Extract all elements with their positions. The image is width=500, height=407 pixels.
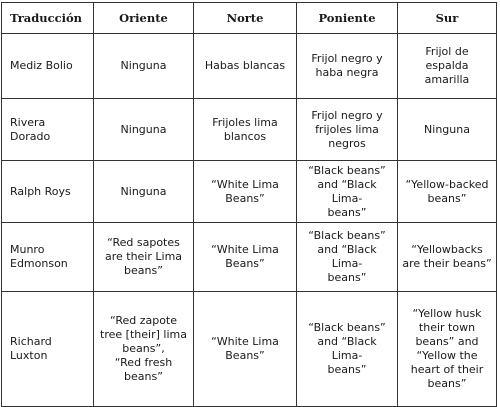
table-row: [2, 34, 497, 99]
cell-text: Ninguna: [120, 59, 167, 72]
cell-oriente: [94, 292, 194, 407]
cell-translator: [2, 161, 94, 223]
table-row: [2, 161, 497, 223]
cell-translator: [2, 99, 94, 161]
cell-text: Frijol negro y frijoles lima negros: [311, 108, 383, 150]
cell-poniente: [297, 292, 398, 407]
cell-translator: [2, 34, 94, 99]
cell-oriente: [94, 99, 194, 161]
cell-text: Richard Luxton: [10, 335, 52, 362]
table-row: [2, 292, 497, 407]
table-row: [2, 99, 497, 161]
cell-norte: [194, 223, 297, 292]
cell-text: Ralph Roys: [10, 184, 71, 198]
cell-text: “Black beans” and “Black Lima- beans”: [308, 321, 386, 376]
cell-text: “Yellowbacks are their beans”: [402, 243, 492, 270]
header-poniente: Poniente: [297, 3, 398, 34]
cell-text: “Red zapote tree [their] lima beans”, “Red fresh beans”: [100, 314, 187, 383]
cell-sur: [398, 34, 497, 99]
cell-text: Rivera Dorado: [10, 115, 51, 143]
cell-text: Habas blancas: [204, 59, 286, 72]
cell-text: “Yellow husk their town beans” and “Yellow the heart of their beans”: [410, 307, 484, 390]
table-header-row: [2, 3, 497, 34]
cell-text: Ninguna: [120, 122, 167, 136]
cell-oriente: [94, 161, 194, 223]
cell-translator: [2, 223, 94, 292]
cell-text: “Black beans” and “Black Lima- beans”: [308, 229, 386, 284]
cell-poniente: [297, 223, 398, 292]
translation-table: [1, 2, 497, 407]
table-row: [2, 223, 497, 292]
cell-text: “White Lima Beans”: [211, 177, 279, 205]
cell-poniente: [297, 161, 398, 223]
cell-text: “Black beans” and “Black Lima- beans”: [308, 163, 386, 219]
header-sur: Sur: [398, 3, 497, 34]
cell-text: Ninguna: [424, 122, 470, 136]
cell-poniente: [297, 99, 398, 161]
cell-text: Frijoles lima blancos: [212, 115, 278, 143]
cell-translator: [2, 292, 94, 407]
cell-poniente: [297, 34, 398, 99]
cell-text: “White Lima Beans”: [211, 335, 279, 362]
cell-text: “Red sapotes are their Lima beans”: [104, 236, 183, 277]
cell-sur: [398, 161, 497, 223]
header-oriente: Oriente: [94, 3, 194, 34]
cell-norte: [194, 292, 297, 407]
cell-text: Mediz Bolio: [10, 59, 73, 72]
cell-norte: [194, 161, 297, 223]
cell-norte: [194, 34, 297, 99]
header-traduccion: Traducción: [2, 3, 94, 34]
header-norte: Norte: [194, 3, 297, 34]
cell-sur: [398, 292, 497, 407]
cell-oriente: [94, 34, 194, 99]
cell-text: Munro Edmonson: [10, 243, 68, 270]
translation-table-container: [1, 2, 497, 407]
cell-text: “White Lima Beans”: [211, 243, 279, 270]
cell-text: “Yellow-backed beans”: [405, 177, 489, 205]
cell-sur: [398, 223, 497, 292]
cell-text: Ninguna: [120, 184, 167, 198]
cell-text: Frijol de espalda amarilla: [424, 45, 470, 86]
cell-text: Frijol negro y haba negra: [311, 52, 383, 79]
cell-oriente: [94, 223, 194, 292]
cell-norte: [194, 99, 297, 161]
cell-sur: [398, 99, 497, 161]
